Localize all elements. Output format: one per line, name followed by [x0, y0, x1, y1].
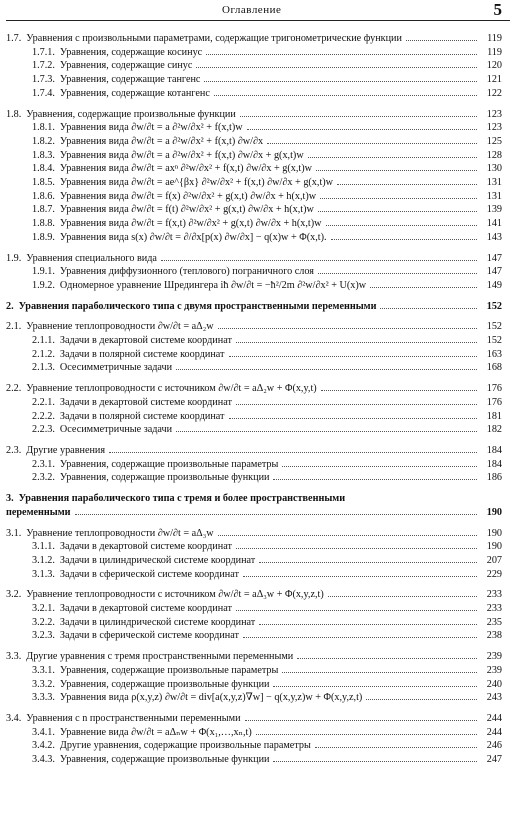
dot-leader: [308, 157, 477, 158]
toc-subsection[interactable]: [6, 265, 502, 279]
dot-leader: [229, 356, 477, 357]
toc-page-number: 239: [486, 651, 502, 663]
toc-number: 1.7.: [6, 33, 22, 44]
dot-leader: [320, 198, 477, 199]
toc-title: Уравнения, содержащие произвольные функции: [26, 108, 236, 120]
dot-leader: [256, 734, 477, 735]
dot-leader: [318, 211, 477, 212]
toc-page-number: 147: [486, 252, 502, 264]
dot-leader: [380, 308, 477, 309]
toc-subsection[interactable]: [6, 176, 502, 190]
toc-number: 1.8.7.: [32, 204, 55, 216]
toc-title: Задачи в декартовой системе координат: [59, 396, 232, 408]
toc-chapter-title-line1: [6, 492, 502, 506]
toc-page-number: 130: [486, 163, 502, 175]
toc-page-number: 190: [486, 527, 502, 539]
toc-title: Задачи в декартовой системе координат: [59, 335, 232, 347]
dot-leader: [161, 260, 477, 261]
toc-subsection[interactable]: [6, 149, 502, 163]
dot-leader: [206, 54, 477, 55]
header-rule: [6, 20, 510, 21]
toc-section[interactable]: [6, 252, 502, 266]
toc-number: 3.: [6, 493, 14, 505]
toc-subsection[interactable]: [6, 334, 502, 348]
toc-title: Уравнение теплопроводности ∂w/∂t = aΔ₃w: [26, 527, 214, 539]
toc-subsection[interactable]: [6, 410, 502, 424]
toc-page-number: 247: [486, 754, 502, 766]
toc-number: 1.8.4.: [32, 163, 55, 175]
toc-section[interactable]: [6, 108, 502, 122]
toc-chapter[interactable]: [6, 300, 502, 314]
toc-subsection[interactable]: [6, 629, 502, 643]
toc-number: 3.1.2.: [32, 554, 55, 566]
dot-leader: [243, 576, 477, 577]
dot-leader: [282, 672, 477, 673]
toc-title: Уравнение теплопроводности ∂w/∂t = aΔ₂w: [26, 321, 214, 333]
toc-number: 3.2.2.: [32, 616, 55, 628]
toc-number: 1.8.2.: [32, 135, 55, 147]
dot-leader: [282, 466, 477, 467]
dot-leader: [321, 390, 477, 391]
toc-number: 2.1.1.: [32, 335, 55, 347]
toc-title: Другие уравнения: [26, 444, 106, 456]
toc-page-number: 244: [486, 712, 502, 724]
toc-number: 3.1.3.: [32, 568, 55, 580]
toc-page-number: 176: [486, 396, 502, 408]
toc-page-number: 139: [486, 204, 502, 216]
toc-subsection[interactable]: [6, 59, 502, 73]
dot-leader: [218, 328, 477, 329]
toc-subsection[interactable]: [6, 471, 502, 485]
dot-leader: [370, 287, 477, 288]
toc-number: 2.3.1.: [32, 458, 55, 470]
toc-title: Уравнения вида s(x) ∂w/∂t = ∂/∂x[p(x) ∂w/∂x] − q(x)w + Φ(x,t).: [59, 231, 327, 243]
toc-subsection[interactable]: [6, 726, 502, 740]
toc-number: 1.7.2.: [32, 60, 55, 72]
toc-subsection[interactable]: [6, 753, 502, 767]
running-title: Оглавление: [222, 4, 282, 16]
toc-page-number: 149: [486, 279, 502, 291]
toc-subsection[interactable]: [6, 135, 502, 149]
dot-leader: [316, 170, 477, 171]
toc-number: 3.1.1.: [32, 541, 55, 553]
toc-title: Уравнение вида ∂w/∂t = aΔₙw + Φ(x₁,…,xₙ,t): [59, 726, 252, 738]
toc-subsection[interactable]: [6, 423, 502, 437]
toc-page-number: 143: [486, 231, 502, 243]
toc-page-number: 125: [486, 135, 502, 147]
toc-title: Уравнения вида ∂w/∂t = a ∂²w/∂x² + f(x,t) ∂w/∂x: [59, 135, 264, 147]
toc-chapter-title-line2: [6, 506, 502, 520]
toc-title: Одномерное уравнение Шредингера iħ ∂w/∂t = −ħ²/2m ∂²w/∂x² + U(x)w: [59, 279, 367, 291]
toc-page-number: 190: [486, 506, 502, 518]
dot-leader: [176, 431, 477, 432]
dot-leader: [366, 699, 477, 700]
toc-section[interactable]: [6, 320, 502, 334]
dot-leader: [318, 273, 477, 274]
toc-page-number: 238: [486, 630, 502, 642]
toc-title: Уравнения параболического типа с двумя пространственными переменными: [18, 300, 377, 312]
toc-number: 3.4.2.: [32, 740, 55, 752]
toc-subsection[interactable]: [6, 568, 502, 582]
toc-page-number: 128: [486, 149, 502, 161]
toc-title: Уравнения вида ∂w/∂t = f(x,t) ∂²w/∂x² + g(x,t) ∂w/∂x + h(x,t)w: [59, 218, 322, 230]
toc-subsection[interactable]: [6, 554, 502, 568]
toc-title: Осесимметричные задачи: [59, 362, 173, 374]
toc-number: 3.3.: [6, 651, 22, 663]
dot-leader: [259, 562, 477, 563]
toc-number: 2.: [6, 300, 14, 312]
dot-leader: [273, 761, 477, 762]
toc-number: 2.3.2.: [32, 472, 55, 484]
toc-title: Задачи в сферической системе координат: [59, 568, 239, 580]
toc-subsection[interactable]: [6, 739, 502, 753]
toc-subsection[interactable]: [6, 396, 502, 410]
toc-subsection[interactable]: [6, 231, 502, 245]
dot-leader: [406, 40, 477, 41]
toc-subsection[interactable]: [6, 348, 502, 362]
dot-leader: [337, 184, 477, 185]
toc-title: Уравнения вида ∂w/∂t = axⁿ ∂²w/∂x² + f(x,t) ∂w/∂x + g(x,t)w: [59, 163, 312, 175]
toc-title: Уравнения с произвольными параметрами, содержащие тригонометрические функции: [26, 33, 402, 44]
toc-chapter[interactable]: [6, 492, 502, 519]
toc-title: Осесимметричные задачи: [59, 424, 173, 436]
toc-section[interactable]: [6, 650, 502, 664]
dot-leader: [196, 67, 477, 68]
toc-number: 2.2.1.: [32, 396, 55, 408]
toc-page-number: 163: [486, 348, 502, 360]
dot-leader: [240, 116, 477, 117]
toc-title: Уравнения вида ∂w/∂t = f(t) ∂²w/∂x² + g(x,t) ∂w/∂x + h(x,t)w: [59, 204, 314, 216]
toc-page-number: 152: [486, 335, 502, 347]
dot-leader: [176, 369, 477, 370]
toc-number: 1.7.4.: [32, 87, 55, 99]
toc-page-number: 243: [486, 692, 502, 704]
toc-title: Уравнения вида ∂w/∂t = f(x) ∂²w/∂x² + g(x,t) ∂w/∂x + h(x,t)w: [59, 190, 317, 202]
toc-page-number: 176: [486, 383, 502, 395]
dot-leader: [236, 404, 477, 405]
toc-title: Уравнения, содержащие котангенс: [59, 87, 210, 99]
toc-number: 3.4.3.: [32, 754, 55, 766]
dot-leader: [218, 535, 477, 536]
table-of-contents: [6, 25, 502, 767]
dot-leader: [273, 686, 477, 687]
toc-page-number: 186: [486, 472, 502, 484]
toc-number: 1.8.: [6, 108, 22, 120]
toc-number: 2.1.: [6, 321, 22, 333]
toc-number: 3.1.: [6, 527, 22, 539]
dot-leader: [245, 720, 477, 721]
toc-number: 1.8.6.: [32, 190, 55, 202]
toc-title: Уравнения, содержащие произвольные функции: [59, 472, 270, 484]
toc-title: Задачи в полярной системе координат: [59, 348, 225, 360]
toc-subsection[interactable]: [6, 540, 502, 554]
toc-subsection[interactable]: [6, 190, 502, 204]
toc-page-number: 152: [486, 300, 502, 312]
toc-subsection[interactable]: [6, 616, 502, 630]
toc-page-number: 122: [486, 87, 502, 99]
toc-title: Уравнения вида ∂w/∂t = a ∂²w/∂x² + f(x,t)w: [59, 122, 243, 134]
toc-title: переменными: [6, 506, 71, 518]
toc-title: Уравнения, содержащие произвольные функции: [59, 754, 270, 766]
toc-page-number: 184: [486, 458, 502, 470]
toc-subsection[interactable]: [6, 458, 502, 472]
toc-subsection[interactable]: [6, 361, 502, 375]
toc-number: 3.3.3.: [32, 692, 55, 704]
toc-title: Задачи в сферической системе координат: [59, 630, 239, 642]
toc-subsection[interactable]: [6, 121, 502, 135]
toc-number: 3.3.2.: [32, 678, 55, 690]
toc-section[interactable]: [6, 444, 502, 458]
toc-page-number: 168: [486, 362, 502, 374]
toc-page-number: 235: [486, 616, 502, 628]
dot-leader: [214, 95, 477, 96]
toc-title: Другие уравнения с тремя пространственными переменными: [26, 651, 294, 663]
dot-leader: [331, 239, 477, 240]
toc-page-number: 119: [487, 33, 502, 44]
toc-page-number: 229: [486, 568, 502, 580]
dot-leader: [204, 81, 477, 82]
toc-page-number: 244: [486, 726, 502, 738]
dot-leader: [326, 225, 478, 226]
toc-section[interactable]: [6, 32, 502, 46]
toc-number: 1.8.1.: [32, 122, 55, 134]
toc-title: Задачи в цилиндрической системе координат: [59, 554, 256, 566]
toc-title: Уравнения вида ∂w/∂t = a ∂²w/∂x² + f(x,t) ∂w/∂x + g(x,t)w: [59, 149, 304, 161]
toc-title: Уравнения, содержащие косинус: [59, 46, 203, 58]
toc-number: 2.2.3.: [32, 424, 55, 436]
toc-subsection[interactable]: [6, 602, 502, 616]
dot-leader: [229, 418, 477, 419]
toc-page-number: 207: [486, 554, 502, 566]
toc-title: Уравнения вида ρ(x,y,z) ∂w/∂t = div[a(x,y,z)∇w] − q(x,y,z)w + Φ(x,y,z,t): [59, 692, 363, 704]
toc-number: 2.2.2.: [32, 410, 55, 422]
dot-leader: [247, 129, 477, 130]
toc-title: Задачи в полярной системе координат: [59, 410, 225, 422]
dot-leader: [259, 624, 477, 625]
toc-subsection[interactable]: [6, 279, 502, 293]
dot-leader: [75, 514, 477, 515]
toc-subsection[interactable]: [6, 691, 502, 705]
toc-title: Уравнения вида ∂w/∂t = ae^{βx} ∂²w/∂x² + f(x,t) ∂w/∂x + g(x,t)w: [59, 177, 334, 189]
toc-title: Уравнения, содержащие произвольные параметры: [59, 458, 279, 470]
dot-leader: [328, 596, 477, 597]
toc-number: 1.9.1.: [32, 266, 55, 278]
toc-title: Задачи в декартовой системе координат: [59, 603, 232, 615]
toc-title: Уравнение теплопроводности с источником ∂w/∂t = aΔ₃w + Φ(x,y,z,t): [26, 589, 324, 601]
dot-leader: [109, 452, 477, 453]
toc-page-number: 190: [486, 541, 502, 553]
toc-subsection[interactable]: [6, 203, 502, 217]
toc-number: 1.8.5.: [32, 177, 55, 189]
page-number: 5: [493, 0, 502, 19]
toc-page-number: 131: [486, 177, 502, 189]
page-header: [0, 0, 516, 20]
toc-page-number: 141: [486, 218, 502, 230]
toc-title: Задачи в декартовой системе координат: [59, 541, 232, 553]
toc-number: 2.2.: [6, 383, 22, 395]
toc-subsection[interactable]: [6, 678, 502, 692]
toc-title: Уравнение теплопроводности с источником ∂w/∂t = aΔ₂w + Φ(x,y,t): [26, 383, 317, 395]
toc-title: Уравнения параболического типа с тремя и более пространственными: [18, 493, 346, 505]
toc-page-number: 119: [487, 46, 502, 58]
toc-subsection[interactable]: [6, 162, 502, 176]
toc-title: Уравнения, содержащие произвольные параметры: [59, 664, 279, 676]
toc-number: 3.2.: [6, 589, 22, 601]
toc-section[interactable]: [6, 712, 502, 726]
toc-page-number: 123: [486, 122, 502, 134]
toc-title: Уравнения с n пространственными переменными: [26, 712, 241, 724]
toc-number: 1.7.1.: [32, 46, 55, 58]
toc-subsection[interactable]: [6, 73, 502, 87]
toc-page-number: 147: [486, 266, 502, 278]
toc-title: Другие уравнения, содержащие произвольные параметры: [59, 740, 311, 752]
dot-leader: [243, 637, 477, 638]
toc-page-number: 123: [486, 108, 502, 120]
dot-leader: [236, 610, 477, 611]
dot-leader: [236, 342, 477, 343]
dot-leader: [297, 658, 477, 659]
toc-number: 3.4.: [6, 712, 22, 724]
toc-title: Уравнения, содержащие тангенс: [59, 74, 201, 86]
toc-title: Задачи в цилиндрической системе координат: [59, 616, 256, 628]
toc-page-number: 246: [486, 740, 502, 752]
toc-section[interactable]: [6, 382, 502, 396]
dot-leader: [273, 479, 477, 480]
toc-number: 3.2.3.: [32, 630, 55, 642]
toc-section[interactable]: [6, 588, 502, 602]
toc-page-number: 181: [486, 410, 502, 422]
toc-number: 3.3.1.: [32, 664, 55, 676]
toc-number: 2.1.3.: [32, 362, 55, 374]
toc-number: 1.9.: [6, 252, 22, 264]
toc-title: Уравнения специального вида: [26, 252, 157, 264]
toc-page-number: 239: [486, 664, 502, 676]
toc-page-number: 120: [486, 60, 502, 72]
toc-page-number: 152: [486, 321, 502, 333]
toc-number: 3.4.1.: [32, 726, 55, 738]
toc-subsection[interactable]: [6, 87, 502, 101]
toc-number: 1.8.9.: [32, 231, 55, 243]
toc-subsection[interactable]: [6, 46, 502, 60]
toc-number: 2.3.: [6, 444, 22, 456]
toc-page-number: 184: [486, 444, 502, 456]
toc-page-number: 233: [486, 589, 502, 601]
dot-leader: [236, 548, 477, 549]
toc-number: 1.7.3.: [32, 74, 55, 86]
toc-number: 1.8.8.: [32, 218, 55, 230]
toc-section[interactable]: [6, 527, 502, 541]
toc-number: 3.2.1.: [32, 603, 55, 615]
dot-leader: [267, 143, 477, 144]
toc-title: Уравнения, содержащие синус: [59, 60, 193, 72]
toc-page-number: 182: [486, 424, 502, 436]
toc-page-number: 233: [486, 603, 502, 615]
toc-subsection[interactable]: [6, 217, 502, 231]
toc-page-number: 131: [486, 190, 502, 202]
toc-number: 1.9.2.: [32, 279, 55, 291]
toc-page-number: 240: [486, 678, 502, 690]
toc-title: Уравнения, содержащие произвольные функции: [59, 678, 270, 690]
toc-number: 2.1.2.: [32, 348, 55, 360]
toc-number: 1.8.3.: [32, 149, 55, 161]
toc-subsection[interactable]: [6, 664, 502, 678]
toc-title: Уравнения диффузионного (теплового) пограничного слоя: [59, 266, 314, 278]
dot-leader: [315, 747, 477, 748]
toc-page-number: 121: [486, 74, 502, 86]
